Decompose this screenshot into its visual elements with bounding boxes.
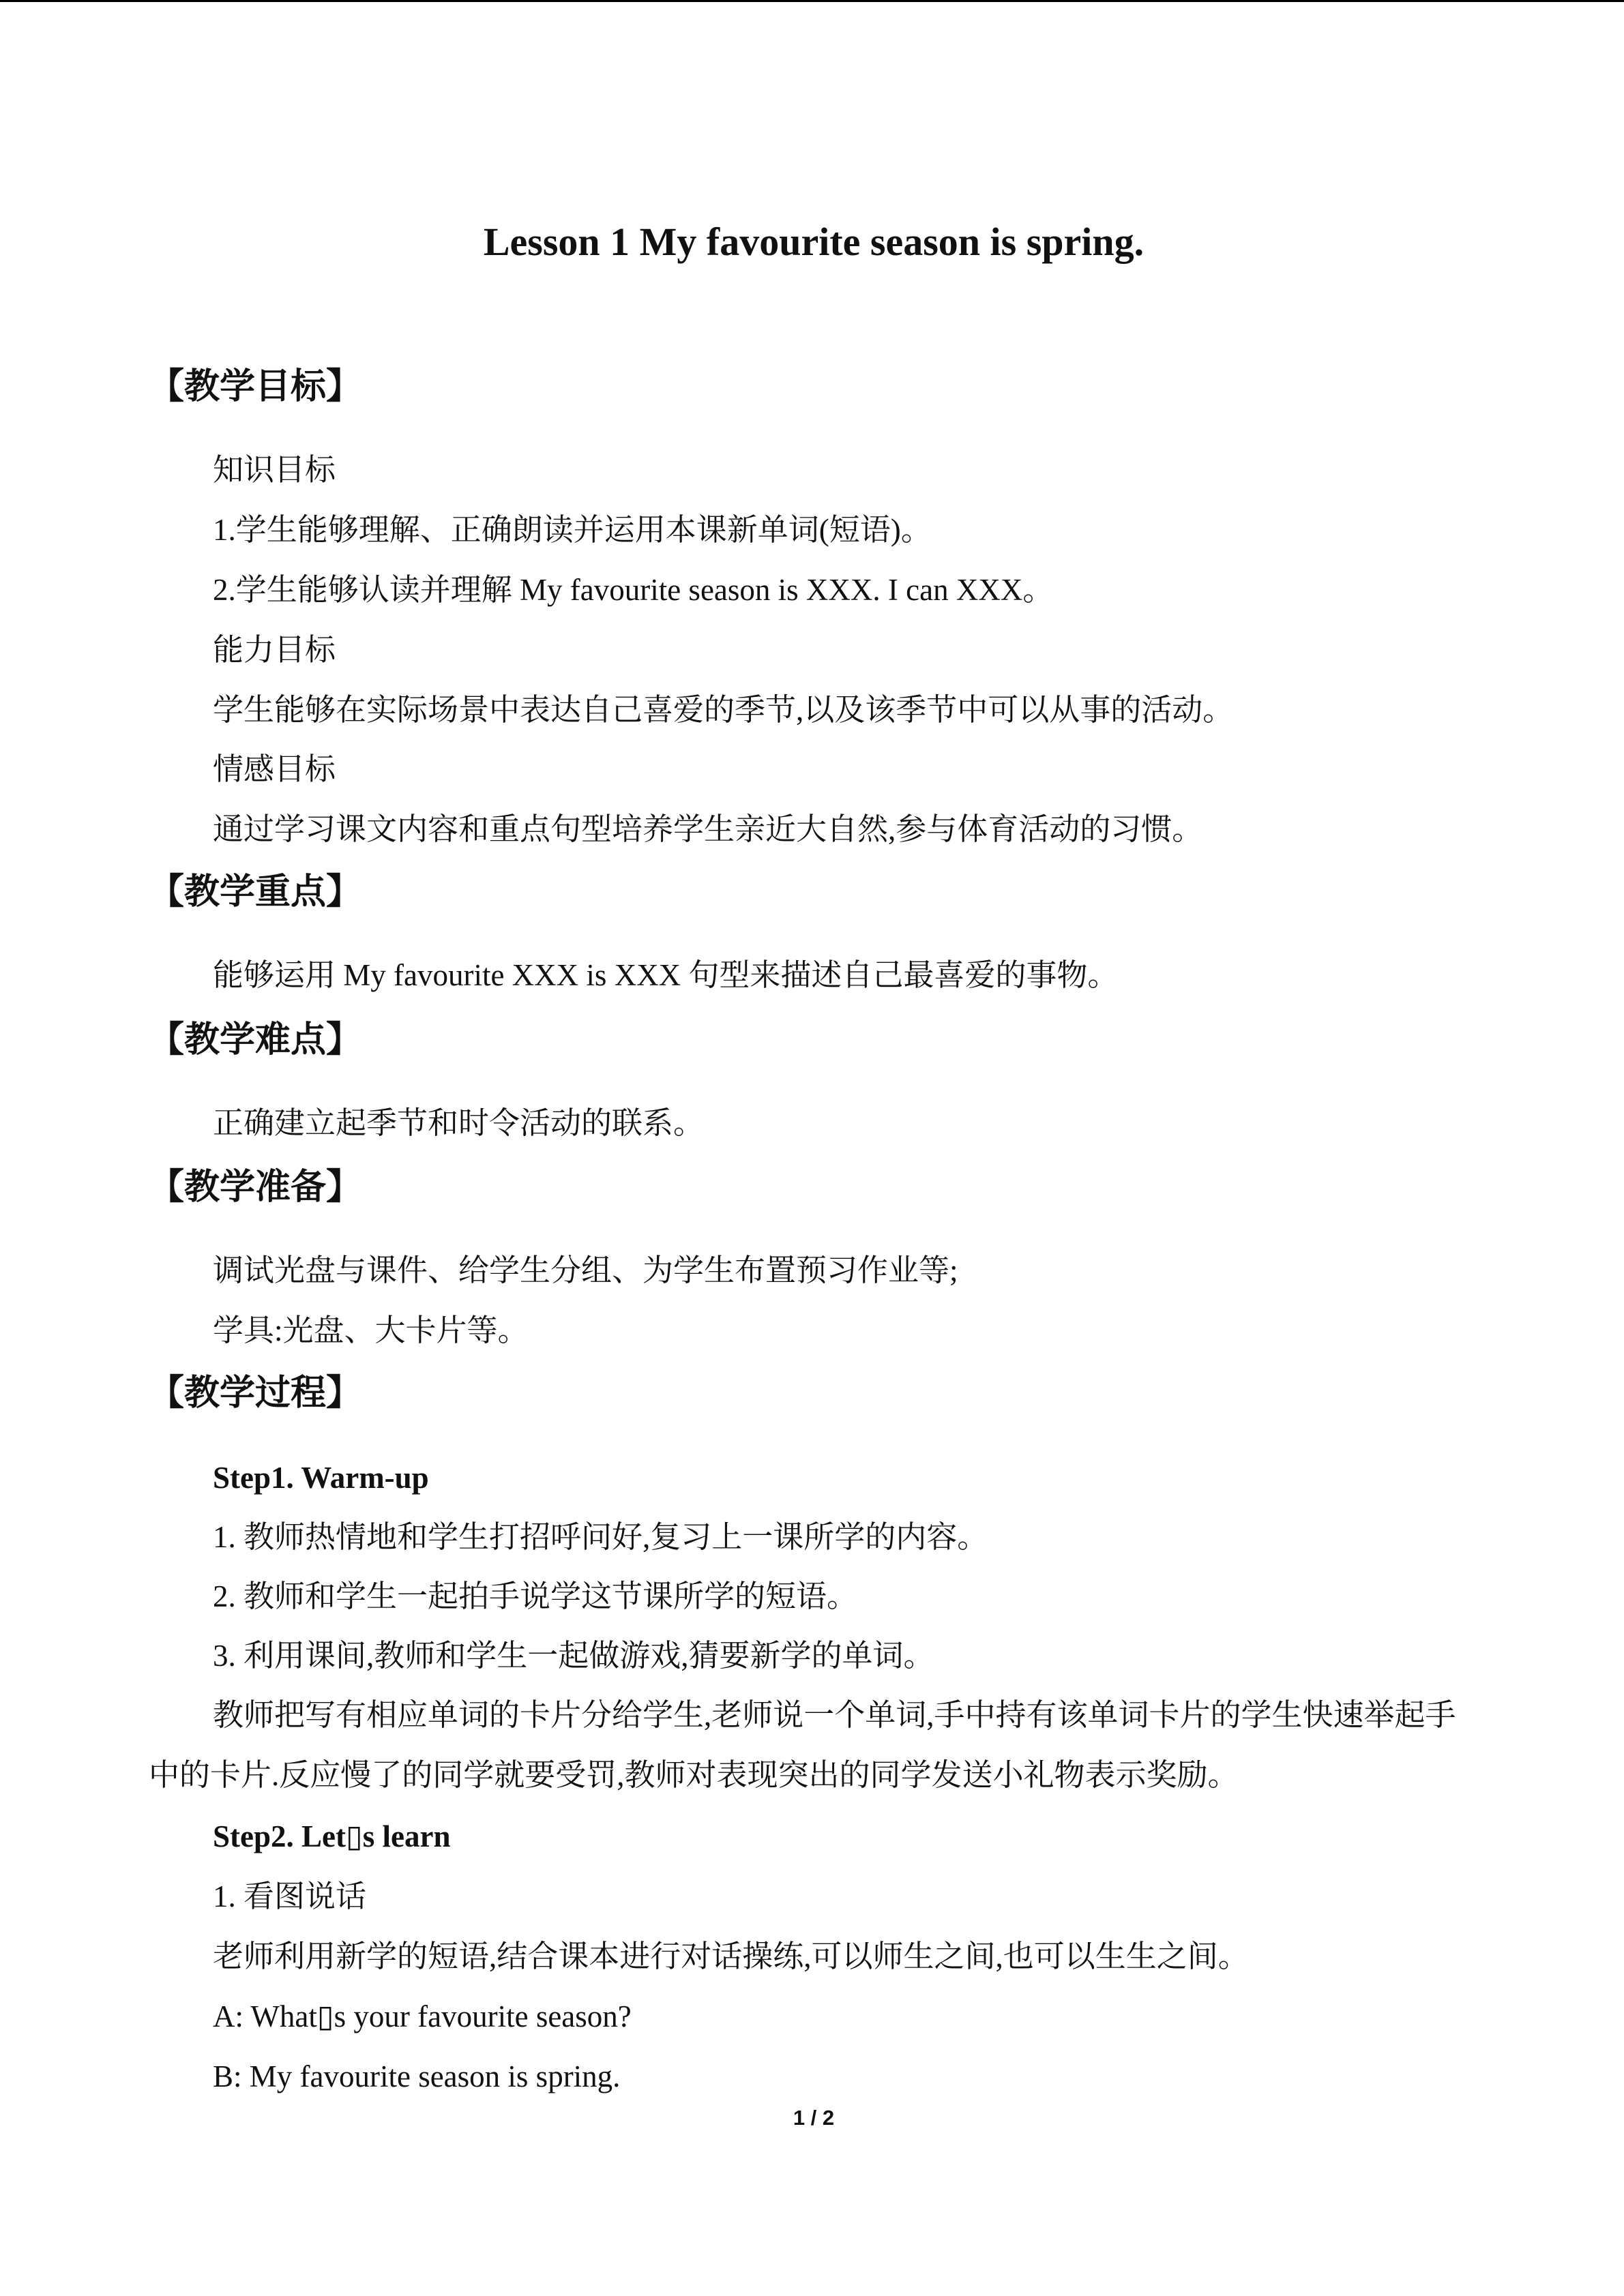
step1-paragraph: 教师把写有相应单词的卡片分给学生,老师说一个单词,手中持有该单词卡片的学生快速举起手中的卡片.反应慢了的同学就要受罚,教师对表现突出的同学发送小礼物表示奖励。 (149, 1698, 1456, 1792)
difficulties-text: 正确建立起季节和时令活动的联系。 (213, 1106, 705, 1140)
knowledge-goal-item-1: 1.学生能够理解、正确朗读并运用本课新单词(短语)。 (213, 513, 932, 547)
step2-title: Step2. Let▯s learn (213, 1819, 451, 1853)
dialogue-line-a: A: What▯s your favourite season? (213, 1999, 632, 2033)
step2-text: 老师利用新学的短语,结合课本进行对话操练,可以师生之间,也可以生生之间。 (213, 1939, 1249, 1973)
section-heading-difficulties: 【教学难点】 (149, 1019, 362, 1060)
ability-goal-text: 学生能够在实际场景中表达自己喜爱的季节,以及该季节中可以从事的活动。 (213, 693, 1234, 727)
section-heading-key-points: 【教学重点】 (149, 871, 362, 912)
section-heading-goals: 【教学目标】 (149, 366, 362, 407)
lesson-title: Lesson 1 My favourite season is spring. (483, 220, 1145, 264)
section-heading-process: 【教学过程】 (149, 1373, 362, 1414)
step1-title: Step1. Warm-up (213, 1461, 429, 1495)
step1-item-1: 1. 教师热情地和学生打招呼问好,复习上一课所学的内容。 (213, 1520, 988, 1554)
dialogue-line-b: B: My favourite season is spring. (213, 2059, 621, 2093)
section-heading-preparation: 【教学准备】 (149, 1167, 362, 1208)
knowledge-goal-item-2: 2.学生能够认读并理解 My favourite season is XXX. I can XXX。 (213, 573, 1054, 607)
page-number: 1 / 2 (793, 2106, 835, 2130)
step1-item-2: 2. 教师和学生一起拍手说学这节课所学的短语。 (213, 1579, 858, 1613)
emotion-goal-label: 情感目标 (213, 752, 336, 786)
step1-item-3: 3. 利用课间,教师和学生一起做游戏,猜要新学的单词。 (213, 1639, 934, 1673)
step2-item-1: 1. 看图说话 (213, 1879, 367, 1913)
preparation-line-1: 调试光盘与课件、给学生分组、为学生布置预习作业等; (213, 1253, 958, 1287)
document-page (149, 0, 1479, 2296)
emotion-goal-text: 通过学习课文内容和重点句型培养学生亲近大自然,参与体育活动的习惯。 (213, 812, 1203, 846)
ability-goal-label: 能力目标 (213, 633, 336, 667)
key-points-text: 能够运用 My favourite XXX is XXX 句型来描述自己最喜爱的事物。 (213, 958, 1119, 992)
preparation-line-2: 学具:光盘、大卡片等。 (213, 1313, 529, 1347)
knowledge-goal-label: 知识目标 (213, 453, 336, 487)
